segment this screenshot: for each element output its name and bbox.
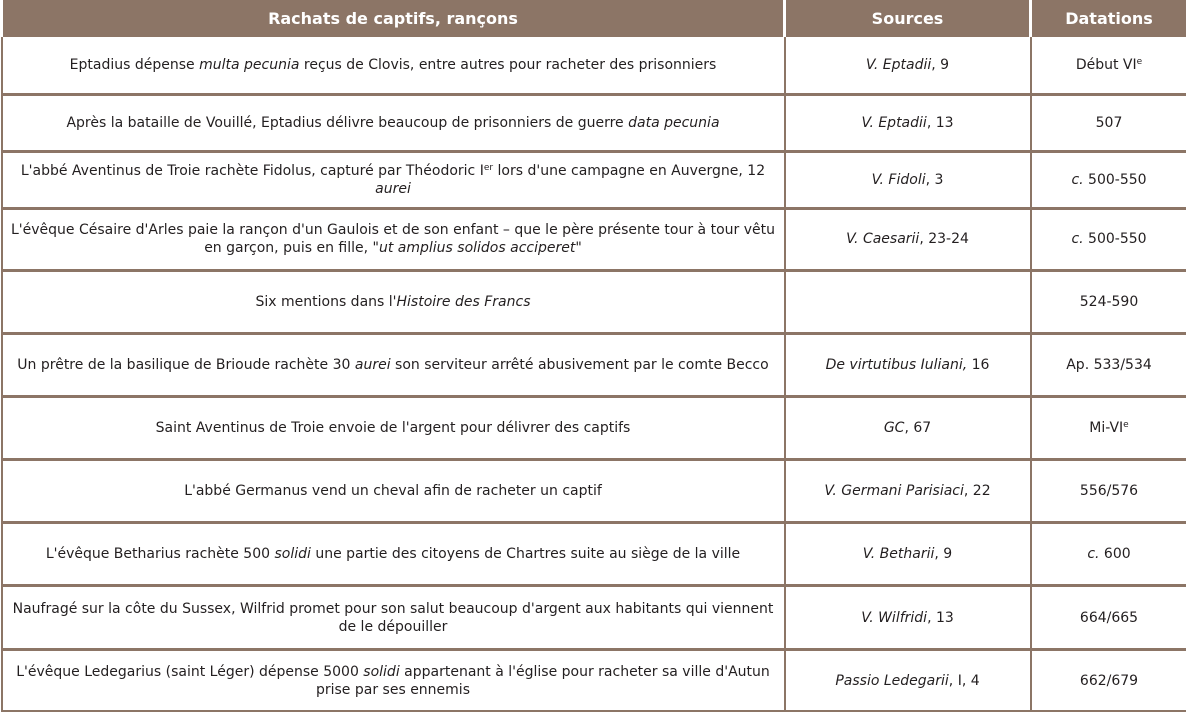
date-cell: c. 500-550 [1031,151,1186,208]
source-cell: V. Germani Parisiaci, 22 [785,460,1031,523]
table-row [2,94,1186,151]
table-row [2,37,1186,94]
source-cell: Passio Ledegarii, I, 4 [785,650,1031,711]
event-cell: L'abbé Aventinus de Troie rachète Fidolus, capturé par Théodoric Ier lors d'une campagne en Auvergne, 12 aurei [2,151,785,208]
table-row [2,333,1186,396]
event-cell: Un prêtre de la basilique de Brioude rachète 30 aurei son serviteur arrêté abusivement par le comte Becco [2,333,785,396]
event-cell: L'abbé Germanus vend un cheval afin de racheter un captif [2,460,785,523]
source-cell: V. Betharii, 9 [785,523,1031,586]
table-row [2,208,1186,270]
date-cell: Début VIe [1031,37,1186,94]
event-cell: Eptadius dépense multa pecunia reçus de Clovis, entre autres pour racheter des prisonniers [2,37,785,94]
date-cell: c. 600 [1031,523,1186,586]
date-cell: 507 [1031,94,1186,151]
table-row [2,586,1186,650]
table-row [2,650,1186,711]
source-cell: De virtutibus Iuliani, 16 [785,333,1031,396]
date-cell: Ap. 533/534 [1031,333,1186,396]
event-cell: Six mentions dans l'Histoire des Francs [2,270,785,333]
event-cell: Après la bataille de Vouillé, Eptadius délivre beaucoup de prisonniers de guerre data pecunia [2,94,785,151]
event-cell: L'évêque Ledegarius (saint Léger) dépense 5000 solidi appartenant à l'église pour racheter sa ville d'Autun prise par ses ennemis [2,650,785,711]
table-row [2,396,1186,459]
source-cell: GC, 67 [785,396,1031,459]
event-cell: L'évêque Césaire d'Arles paie la rançon d'un Gaulois et de son enfant – que le père présente tour à tour vêtu en garçon, puis en fille, "ut amplius solidos acciperet" [2,208,785,270]
header-sources: Sources [785,0,1031,37]
date-cell: 556/576 [1031,460,1186,523]
source-cell: V. Wilfridi, 13 [785,586,1031,650]
source-cell: V. Fidoli, 3 [785,151,1031,208]
source-cell [785,270,1031,333]
event-cell: L'évêque Betharius rachète 500 solidi une partie des citoyens de Chartres suite au siège de la ville [2,523,785,586]
table-row [2,523,1186,586]
table-row [2,460,1186,523]
source-cell: V. Eptadii, 13 [785,94,1031,151]
date-cell: 524-590 [1031,270,1186,333]
date-cell: 664/665 [1031,586,1186,650]
event-cell: Naufragé sur la côte du Sussex, Wilfrid promet pour son salut beaucoup d'argent aux habitants qui viennent de le dépouiller [2,586,785,650]
source-cell: V. Caesarii, 23-24 [785,208,1031,270]
date-cell: Mi-VIe [1031,396,1186,459]
table-row [2,270,1186,333]
table-row [2,151,1186,208]
header-row [2,0,1186,37]
header-event: Rachats de captifs, rançons [2,0,785,37]
date-cell: 662/679 [1031,650,1186,711]
event-cell: Saint Aventinus de Troie envoie de l'argent pour délivrer des captifs [2,396,785,459]
header-dates: Datations [1031,0,1186,37]
date-cell: c. 500-550 [1031,208,1186,270]
source-cell: V. Eptadii, 9 [785,37,1031,94]
